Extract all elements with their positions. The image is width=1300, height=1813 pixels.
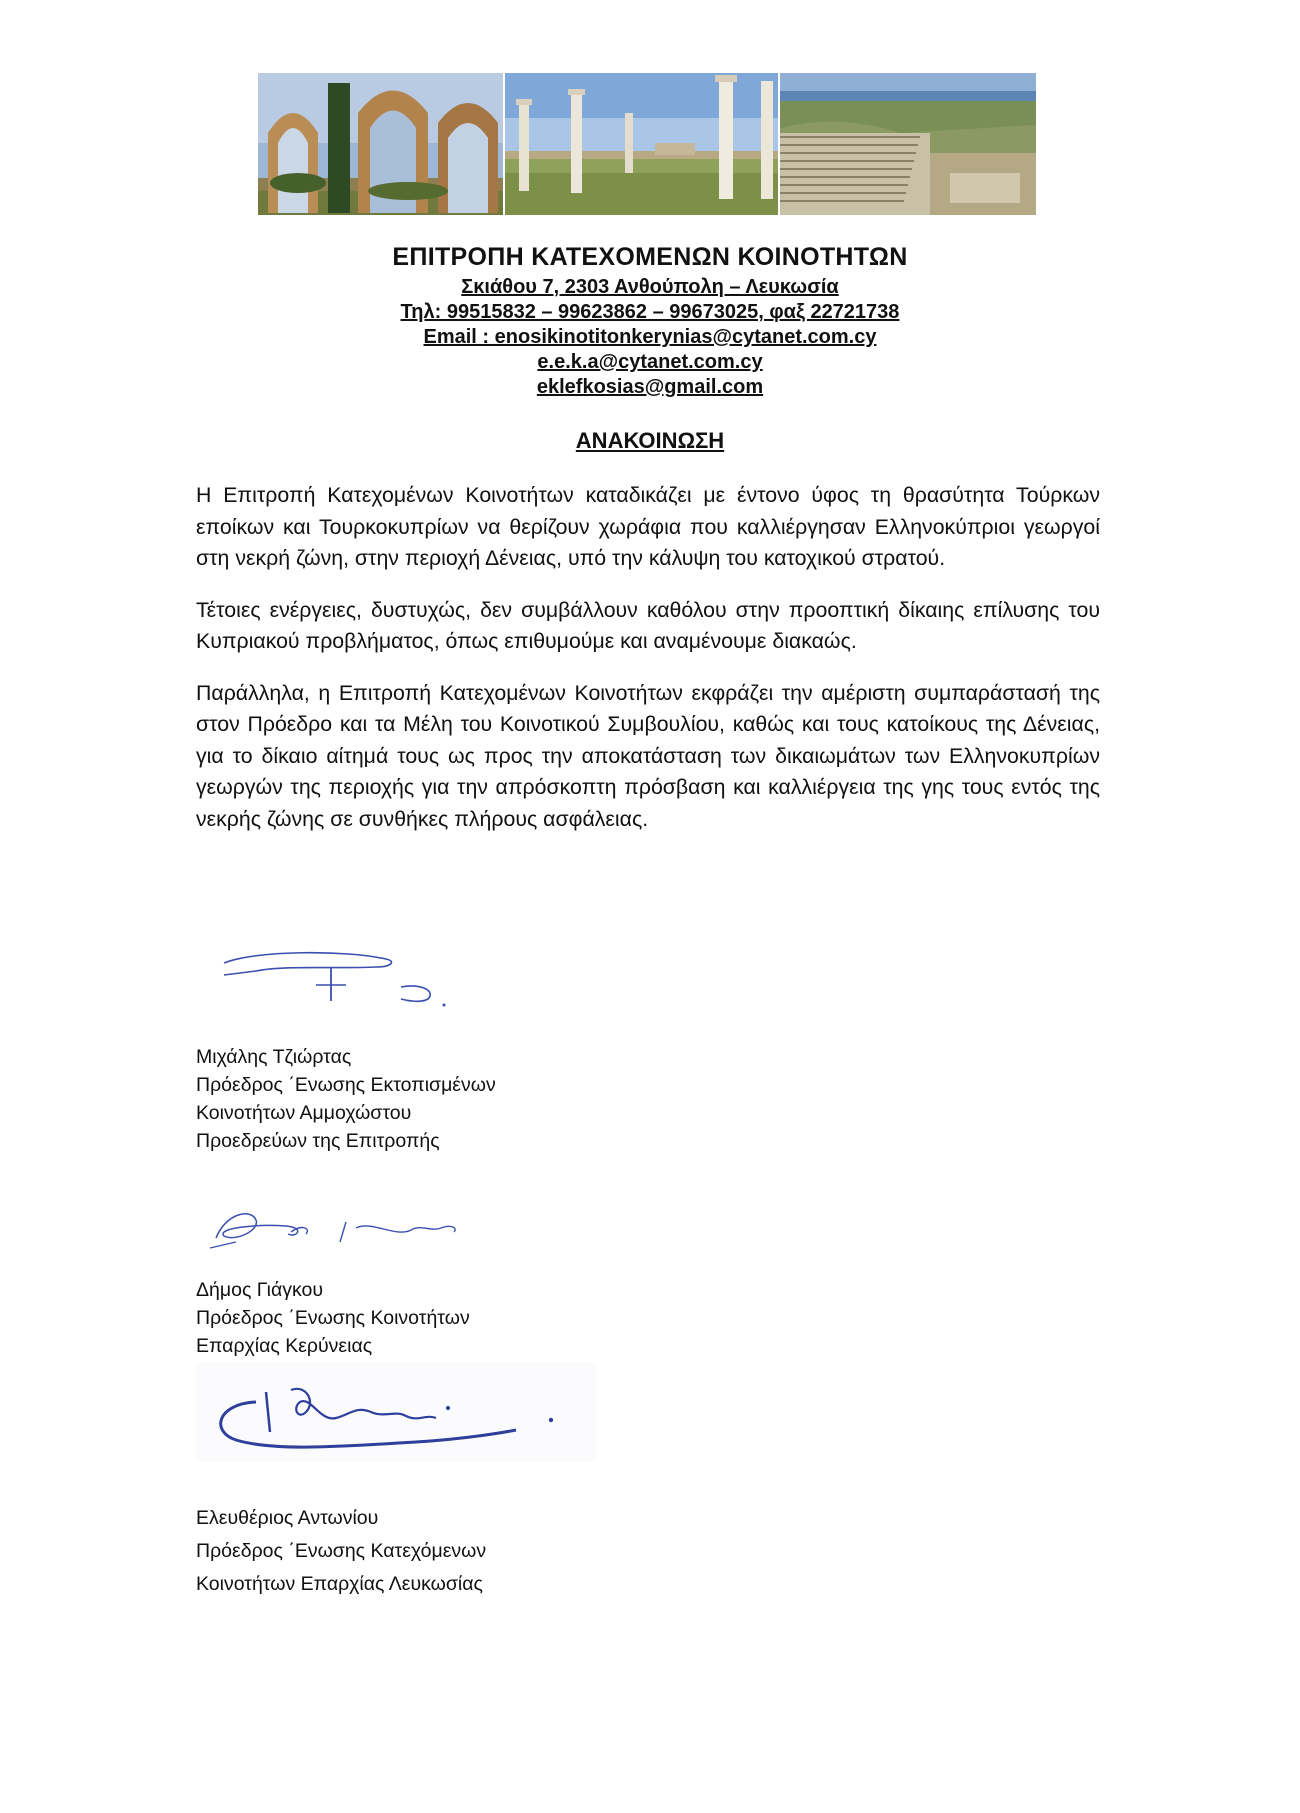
signatory-3-role-line-1: Πρόεδρος ΄Ενωσης Κατεχόμενων (196, 1540, 487, 1562)
signatory-3-name: Ελευθέριος Αντωνίου (196, 1507, 379, 1529)
paragraph-2: Τέτοιες ενέργειες, δυστυχώς, δεν συμβάλλουν καθόλου στην προοπτική δίκαιης επίλυσης του Κυπριακού προβλήματος, όπως επιθυμούμε και αναμένουμε διακαώς. (196, 597, 1100, 653)
signatory-2-role-line-1: Πρόεδρος ΄Ενωσης Κοινοτήτων (196, 1307, 470, 1329)
header-banner (258, 73, 1036, 215)
signatory-2 (196, 1276, 470, 1360)
amphitheatre-photo (780, 73, 1036, 215)
paragraph-1: Η Επιτροπή Κατεχομένων Κοινοτήτων καταδικάζει με έντονο ύφος τη θρασύτητα Τούρκων εποίκων και Τουρκοκυπρίων να θερίζουν χωράφια που καλλιέργησαν Ελληνοκύπριοι γεωργοί στη νεκρή ζώνη, στην περιοχή Δένειας, υπό την κάλυψη του κατοχικού στρατού. (196, 483, 1100, 570)
signatory-3-role-line-2: Κοινοτήτων Επαρχίας Λευκωσίας (196, 1573, 483, 1595)
signatory-2-role-line-2: Επαρχίας Κερύνειας (196, 1335, 373, 1357)
signatory-2-name: Δήμος Γιάγκου (196, 1279, 324, 1301)
paragraph-3: Παράλληλα, η Επιτροπή Κατεχομένων Κοινοτήτων εκφράζει την αμέριστη συμπαράστασή της στον Πρόεδρο και τα Μέλη του Κοινοτικού Συμβουλίου, καθώς και τους κατοίκους της Δένειας, για το δίκαιο αίτημά τους ως προς την αποκατάσταση των δικαιωμάτων των Ελληνοκυπρίων γεωργών της περιοχής για την απρόσκοπτη πρόσβαση και καλλιέργεια της γης τους εντός της νεκρής ζώνης σε συνθήκες πλήρους ασφάλειας. (196, 680, 1100, 831)
signature-2-image (196, 1198, 476, 1258)
announcement-body (196, 480, 1100, 855)
email-gmail-link[interactable]: eklefkosias@gmail.com (536, 376, 764, 398)
signatory-3 (196, 1502, 486, 1601)
signatory-1-role-line-3: Προεδρεύων της Επιτροπής (196, 1130, 440, 1152)
signature-3-image (196, 1362, 596, 1462)
organization-title: ΕΠΙΤΡΟΠΗ ΚΑΤΕΧΟΜΕΝΩΝ ΚΟΙΝΟΤΗΤΩΝ (392, 243, 908, 271)
email-main-link[interactable]: Email : enosikinotitonkerynias@cytanet.com.cy (423, 326, 877, 348)
signatory-1-name: Μιχάλης Τζιώρτας (196, 1046, 352, 1068)
signature-1-image (196, 945, 456, 1015)
letterhead (190, 243, 1110, 400)
announcement-title: ΑΝΑΚΟΙΝΩΣΗ (575, 428, 725, 453)
email-secondary-link[interactable]: e.e.k.a@cytanet.com.cy (537, 351, 763, 373)
columns-ruins-photo (505, 73, 778, 215)
gothic-ruins-photo (258, 73, 503, 215)
signatory-1-role-line-2: Κοινοτήτων Αμμοχώστου (196, 1102, 412, 1124)
address-line: Σκιάθου 7, 2303 Ανθούπολη – Λευκωσία (461, 276, 839, 298)
phone-line: Τηλ: 99515832 – 99623862 – 99673025, φαξ 22721738 (400, 301, 900, 323)
signatory-1-role-line-1: Πρόεδρος ΄Ενωσης Εκτοπισμένων (196, 1074, 496, 1096)
signatory-1 (196, 1043, 496, 1155)
